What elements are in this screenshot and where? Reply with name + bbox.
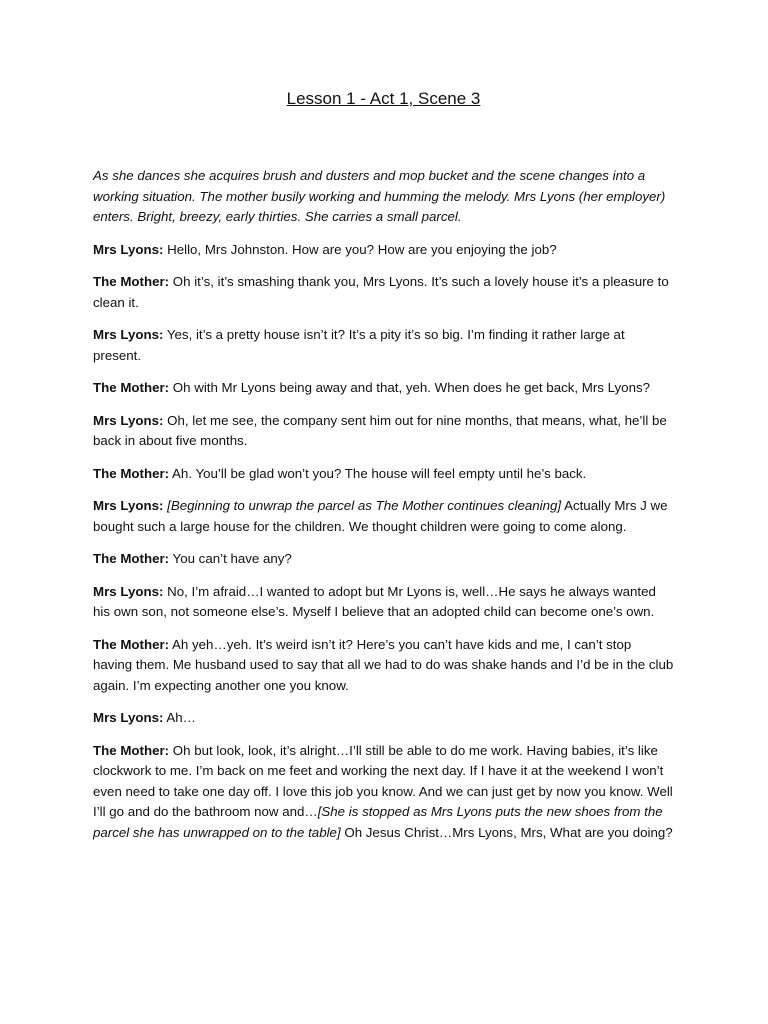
dialogue-line: [93, 325, 674, 366]
dialogue-line: [93, 549, 674, 570]
dialogue-text: No, I’m afraid…I wanted to adopt but Mr Lyons is, well…He says he always wanted his own son, not someone else’s. Myself I believe that an adopted child can become one’s own.: [93, 583, 656, 619]
dialogue-text: Oh it’s, it’s smashing thank you, Mrs Lyons. It’s such a lovely house it’s a pleasure to clean it.: [93, 274, 669, 310]
dialogue-text: Oh with Mr Lyons being away and that, yeh. When does he get back, Mrs Lyons?: [169, 380, 651, 395]
speaker-name: Mrs Lyons:: [93, 412, 164, 428]
dialogue-text: You can’t have any?: [169, 551, 292, 566]
speaker-name: Mrs Lyons:: [93, 710, 164, 725]
speaker-name: The Mother:: [93, 465, 170, 481]
speaker-name: Mrs Lyons:: [93, 583, 164, 599]
speaker-name: The Mother:: [93, 274, 170, 289]
dialogue-text-continued: Oh Jesus Christ…Mrs Lyons, Mrs, What are you doing?: [340, 824, 673, 840]
speaker-name: The Mother:: [93, 742, 170, 758]
dialogue-text: Actually Mrs J we bought such a large house for the children. We thought children were going to come along.: [93, 498, 668, 534]
dialogue-line: [93, 272, 674, 313]
dialogue-text: Ah. You’ll be glad won’t you? The house will feel empty until he’s back.: [169, 465, 587, 481]
dialogue-line: [93, 411, 674, 452]
dialogue-line: [93, 378, 674, 399]
dialogue-line: [93, 464, 674, 485]
speaker-name: The Mother:: [93, 551, 170, 566]
dialogue-text: Yes, it’s a pretty house isn’t it? It’s a pity it’s so big. I’m finding it rather large at present.: [93, 327, 625, 363]
dialogue-line: [93, 741, 674, 844]
dialogue-text: Oh, let me see, the company sent him out for nine months, that means, what, he’ll be back in about five months.: [93, 412, 667, 448]
speaker-name: Mrs Lyons:: [93, 327, 164, 342]
dialogue-line: [93, 708, 674, 729]
speaker-name: The Mother:: [93, 636, 170, 652]
dialogue-line: [93, 582, 674, 623]
document-title: Lesson 1 - Act 1, Scene 3: [286, 89, 481, 108]
dialogue-text: Ah yeh…yeh. It’s weird isn’t it? Here’s you can’t have kids and me, I can’t stop having them. Me husband used to say that all we had to do was shake hands and I’d be in the club again. I’m expecting another one you know.: [93, 636, 674, 693]
dialogue-line: [93, 240, 674, 261]
dialogue-line: [93, 635, 674, 697]
dialogue-text: Hello, Mrs Johnston. How are you? How are you enjoying the job?: [163, 241, 557, 257]
opening-stage-direction: As she dances she acquires brush and dusters and mop bucket and the scene changes into a working situation. The mother busily working and humming the melody. Mrs Lyons (her employer) enters. Bright, breezy, early thirties. She carries a small parcel.: [93, 168, 666, 224]
inline-stage-direction: [Beginning to unwrap the parcel as The Mother continues cleaning]: [167, 498, 562, 513]
speaker-name: Mrs Lyons:: [93, 498, 164, 513]
inline-stage-direction: [She is stopped as Mrs Lyons puts the new shoes from the parcel she has unwrapped on to the table]: [93, 804, 663, 840]
dialogue-text: Ah…: [163, 710, 196, 725]
dialogue-line: [93, 496, 674, 537]
speaker-name: Mrs Lyons:: [93, 241, 164, 257]
speaker-name: The Mother:: [93, 380, 170, 395]
dialogue-text: Oh but look, look, it’s alright…I’ll still be able to do me work. Having babies, it’s like clockwork to me. I’m back on me feet and working the next day. If I have it at the weekend I won’t even need to take one day off. I love this job you know. And we can just get by now you know. Well I’ll go and do the bathroom now and…: [93, 742, 673, 819]
